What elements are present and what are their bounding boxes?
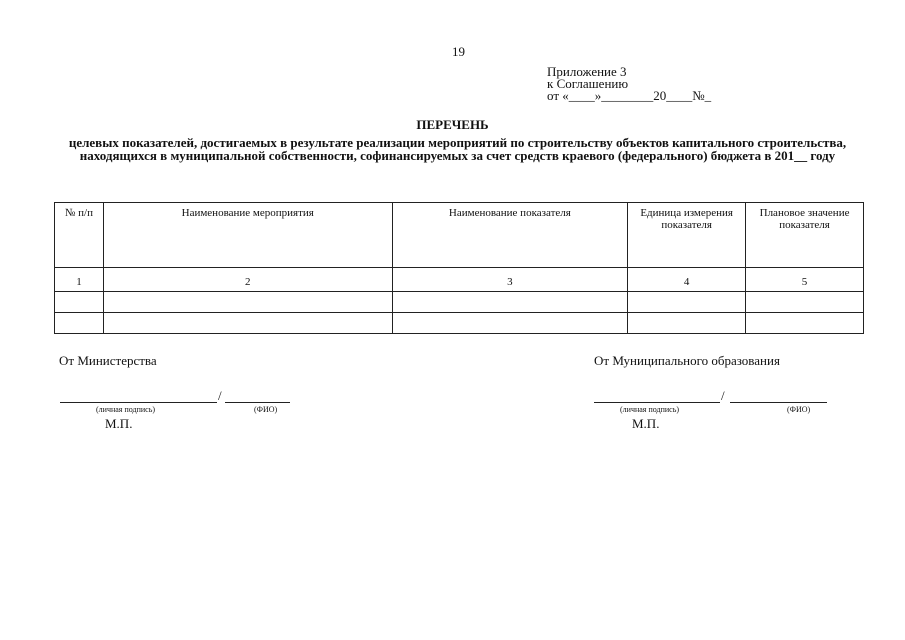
number-cell: 1: [55, 268, 104, 292]
indicators-table: [54, 202, 864, 334]
header-cell-indicator: Наименование показателя: [392, 203, 628, 268]
annex-block: [547, 66, 711, 102]
table-header-row: [55, 203, 864, 268]
municipality-slash: /: [721, 388, 725, 403]
header-cell-unit: Единица измерения показателя: [628, 203, 746, 268]
municipality-sign-caption: (личная подпись): [620, 405, 680, 414]
page-number: 19: [452, 44, 465, 59]
empty-cell[interactable]: [103, 313, 392, 334]
table-number-row: [55, 268, 864, 292]
empty-cell[interactable]: [55, 292, 104, 313]
municipality-stamp-label: М.П.: [632, 416, 660, 431]
ministry-sign-caption: (личная подпись): [96, 405, 156, 414]
document-subtitle: целевых показателей, достигаемых в результате реализации мероприятий по строительству объектов капитального строительства, находящихся в муниципальной собственности, софинансируемых за счет средств краевого (федерального) бюджета в 201__ году: [68, 135, 847, 163]
annex-line-1: Приложение 3: [547, 64, 627, 79]
ministry-slash: /: [218, 388, 222, 403]
empty-cell[interactable]: [392, 292, 628, 313]
ministry-label: От Министерства: [59, 353, 157, 368]
number-cell: 2: [103, 268, 392, 292]
table-row: [55, 292, 864, 313]
ministry-signature-line[interactable]: [60, 402, 217, 403]
empty-cell[interactable]: [55, 313, 104, 334]
empty-cell[interactable]: [628, 292, 746, 313]
header-cell-planned-value: Плановое значение показателя: [746, 203, 864, 268]
empty-cell[interactable]: [392, 313, 628, 334]
empty-cell[interactable]: [746, 313, 864, 334]
number-cell: 5: [746, 268, 864, 292]
number-cell: 3: [392, 268, 628, 292]
document-title: ПЕРЕЧЕНЬ: [416, 117, 489, 132]
header-cell-number: № п/п: [55, 203, 104, 268]
ministry-fio-line[interactable]: [225, 402, 290, 403]
municipality-fio-line[interactable]: [730, 402, 827, 403]
empty-cell[interactable]: [103, 292, 392, 313]
municipality-signature-line[interactable]: [594, 402, 720, 403]
table-row: [55, 313, 864, 334]
municipality-label: От Муниципального образования: [594, 353, 780, 368]
header-cell-activity: Наименование мероприятия: [103, 203, 392, 268]
annex-line-2: к Соглашению: [547, 76, 629, 91]
ministry-fio-caption: (ФИО): [254, 405, 278, 414]
annex-line-3: от «____»________20____№_: [547, 88, 712, 103]
ministry-stamp-label: М.П.: [105, 416, 133, 431]
empty-cell[interactable]: [628, 313, 746, 334]
municipality-fio-caption: (ФИО): [787, 405, 811, 414]
number-cell: 4: [628, 268, 746, 292]
empty-cell[interactable]: [746, 292, 864, 313]
